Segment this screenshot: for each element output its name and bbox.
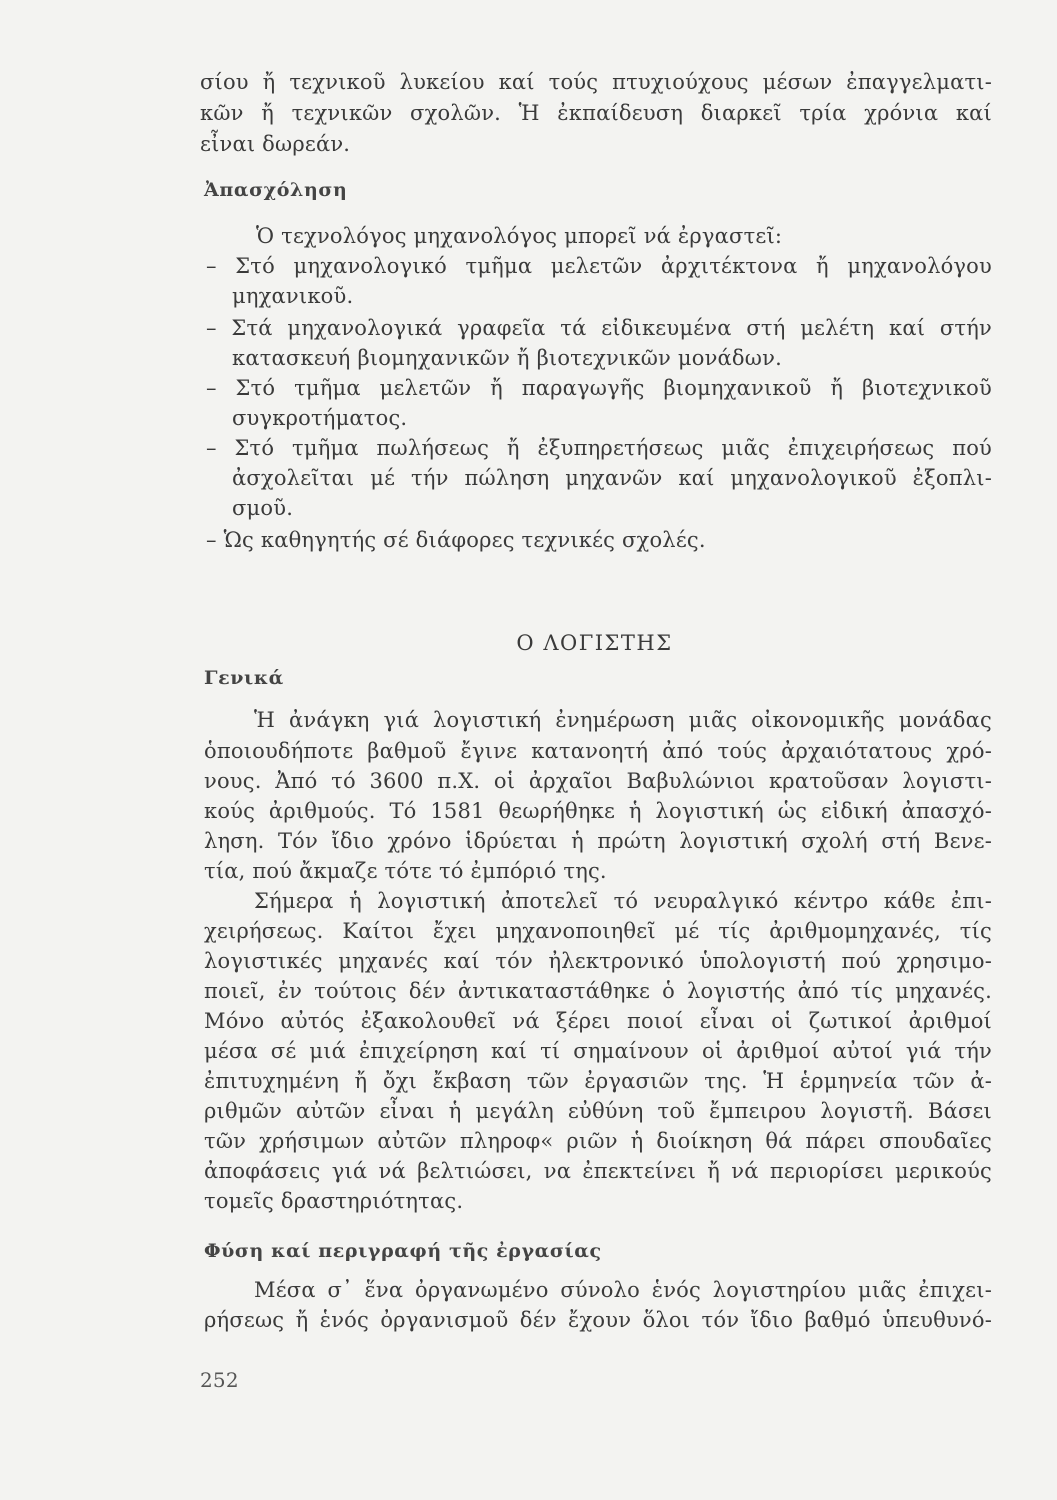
general-paragraph-line: Ἡ ἀνάγκη γιά λογιστική ἐνημέρωση μιᾶς οἰκονομικῆς μονάδας (254, 708, 992, 732)
general-paragraph-line: μέσα σέ μιά ἐπιχείρηση καί τί σημαίνουν οἱ ἀριθμοί αὐτοί γιά τήν (204, 1039, 992, 1063)
general-paragraph-line: ποιεῖ, ἐν τούτοις δέν ἀντικαταστάθηκε ὁ λογιστής ἀπό τίς μηχανές. (204, 979, 992, 1003)
employment-item-cont: συγκροτήματος. (232, 406, 408, 430)
general-paragraph-line: ληση. Τόν ἴδιο χρόνο ἱδρύεται ἡ πρώτη λογιστική σχολή στή Βενε- (204, 829, 992, 853)
general-paragraph-line: λογιστικές μηχανές καί τόν ἠλεκτρονικό ὑπολογιστή πού χρησιμο- (204, 949, 992, 973)
nature-paragraph-line: ρήσεως ἤ ἑνός ὀργανισμοῦ δέν ἔχουν ὅλοι τόν ἴδιο βαθμό ὑπευθυνό- (204, 1308, 992, 1332)
general-paragraph-line: νους. Ἀπό τό 3600 π.Χ. οἱ ἀρχαῖοι Βαβυλώνιοι κρατοῦσαν λογιστι- (204, 769, 992, 793)
general-paragraph-line: χειρήσεως. Καίτοι ἔχει μηχανοποιηθεῖ μέ τίς ἀριθμομηχανές, τίς (204, 919, 992, 943)
employment-item: – Στά μηχανολογικά γραφεῖα τά εἰδικευμένα στή μελέτη καί στήν (206, 316, 992, 340)
employment-lead: Ὁ τεχνολόγος μηχανολόγος μπορεῖ νά ἐργαστεῖ: (256, 224, 783, 248)
general-paragraph-line: Σήμερα ἡ λογιστική ἀποτελεῖ τό νευραλγικό κέντρο κάθε ἐπι- (254, 889, 992, 913)
general-paragraph-line: ὁποιουδήποτε βαθμοῦ ἔγινε κατανοητή ἀπό τούς ἀρχαιότατους χρό- (204, 739, 992, 763)
intro-line: σίου ἤ τεχνικοῦ λυκείου καί τούς πτυχιούχους μέσων ἐπαγγελματι- (200, 70, 992, 94)
general-paragraph-line: τία, πού ἄκμαζε τότε τό ἐμπόριό της. (204, 859, 607, 883)
employment-item: – Στό μηχανολογικό τμῆμα μελετῶν ἀρχιτέκτονα ἤ μηχανολόγου (206, 254, 992, 278)
general-paragraph-line: ριθμῶν αὐτῶν εἶναι ἡ μεγάλη εὐθύνη τοῦ ἔμπειρου λογιστῆ. Βάσει (204, 1099, 992, 1123)
employment-item-cont: σμοῦ. (232, 496, 294, 520)
intro-line: εἶναι δωρεάν. (200, 132, 351, 156)
employment-item-cont: κατασκευή βιομηχανικῶν ἤ βιοτεχνικῶν μονάδων. (232, 346, 782, 370)
general-paragraph-line: ἐπιτυχημένη ἤ ὄχι ἔκβαση τῶν ἐργασιῶν της. Ἡ ἑρμηνεία τῶν ἀ- (204, 1069, 992, 1093)
employment-item: – Ὡς καθηγητής σέ διάφορες τεχνικές σχολές. (206, 528, 706, 552)
employment-item-cont: μηχανικοῦ. (232, 284, 354, 308)
general-paragraph-line: τῶν χρήσιμων αὐτῶν πληροφ« ριῶν ἡ διοίκηση θά πάρει σπουδαῖες (204, 1129, 992, 1153)
general-heading: Γενικά (204, 667, 284, 689)
employment-item: – Στό τμῆμα πωλήσεως ἤ ἐξυπηρετήσεως μιᾶς ἐπιχειρήσεως πού (206, 436, 992, 460)
general-paragraph-line: τομεῖς δραστηριότητας. (204, 1189, 464, 1213)
employment-item: – Στό τμῆμα μελετῶν ἤ παραγωγῆς βιομηχανικοῦ ἤ βιοτεχνικοῦ (206, 376, 992, 400)
section-title: Ο ΛΟΓΙΣΤΗΣ (516, 631, 673, 655)
general-paragraph-line: Μόνο αὐτός ἐξακολουθεῖ νά ξέρει ποιοί εἶναι οἱ ζωτικοί ἀριθμοί (204, 1009, 992, 1033)
employment-heading: Ἀπασχόληση (204, 179, 348, 201)
nature-paragraph-line: Μέσα σ᾿ ἕνα ὀργανωμένο σύνολο ἑνός λογιστηρίου μιᾶς ἐπιχει- (254, 1278, 992, 1302)
general-paragraph-line: ἀποφάσεις γιά νά βελτιώσει, να ἐπεκτείνει ἤ νά περιορίσει μερικούς (204, 1159, 992, 1183)
nature-heading: Φύση καί περιγραφή τῆς ἐργασίας (204, 1240, 602, 1262)
employment-item-cont: ἀσχολεῖται μέ τήν πώληση μηχανῶν καί μηχανολογικοῦ ἐξοπλι- (232, 466, 992, 490)
intro-line: κῶν ἤ τεχνικῶν σχολῶν. Ἡ ἐκπαίδευση διαρκεῖ τρία χρόνια καί (200, 101, 992, 125)
general-paragraph-line: κούς ἀριθμούς. Τό 1581 θεωρήθηκε ἡ λογιστική ὡς εἰδική ἀπασχό- (204, 799, 992, 823)
page-number: 252 (200, 1368, 239, 1392)
